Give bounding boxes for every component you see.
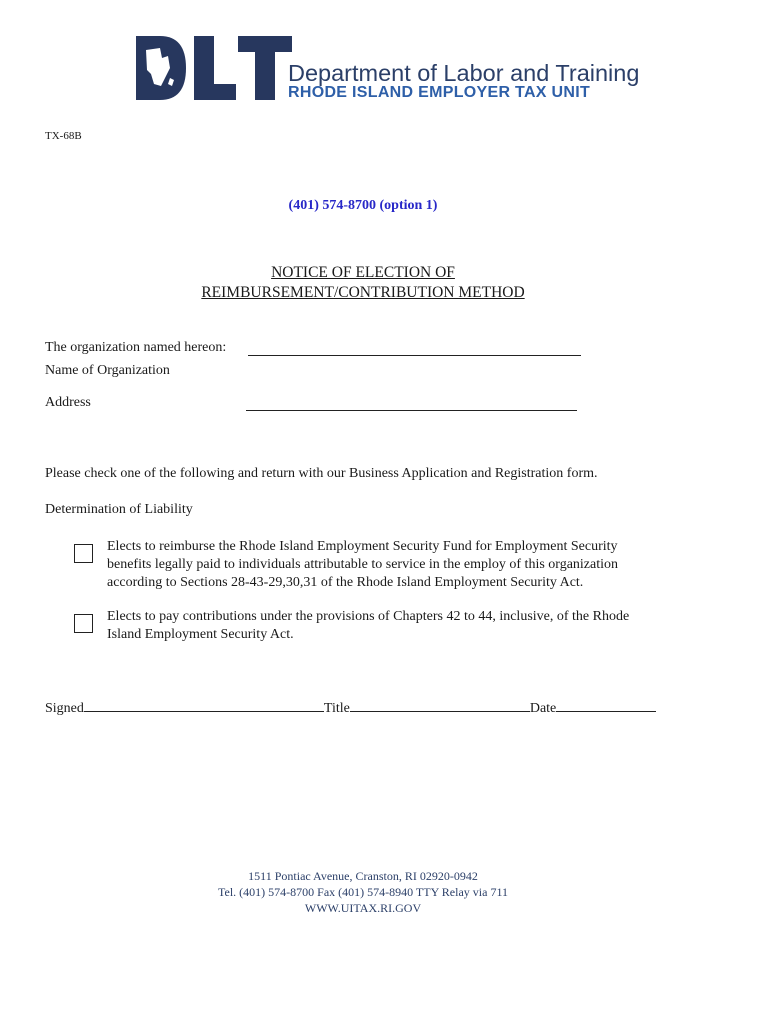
page-title-line2: REIMBURSEMENT/CONTRIBUTION METHOD (201, 284, 525, 301)
section-label: Determination of Liability (45, 502, 193, 517)
form-code: TX-68B (45, 130, 82, 142)
option-line: Island Employment Security Act. (107, 627, 294, 642)
option-line: benefits legally paid to individuals attributable to service in the employ of this organization (107, 557, 619, 572)
option-line: according to Sections 28-43-29,30,31 of the Rhode Island Employment Security Act. (107, 575, 584, 590)
contribution-option-text (107, 608, 629, 644)
organization-sublabel: Name of Organization (45, 363, 170, 378)
department-name: Department of Labor and Training (288, 60, 640, 86)
organization-label: The organization named hereon: (45, 340, 227, 355)
contribution-checkbox[interactable] (74, 614, 93, 633)
address-underline (246, 410, 577, 411)
phone-number: (401) 574-8700 (option 1) (288, 198, 438, 213)
instructions: Please check one of the following and return with our Business Application and Registration form. (45, 466, 598, 481)
footer-contact: Tel. (401) 574-8700 Fax (401) 574-8940 TTY Relay via 711 (218, 885, 508, 899)
reimbursement-checkbox[interactable] (74, 544, 93, 563)
signed-field[interactable] (84, 697, 324, 712)
option-line: Elects to pay contributions under the provisions of Chapters 42 to 44, inclusive, of the Rhode (107, 609, 630, 624)
title-label: Title (323, 701, 350, 716)
footer-website[interactable]: WWW.UITAX.RI.GOV (304, 901, 422, 915)
address-label: Address (45, 395, 91, 410)
title-field[interactable] (350, 697, 530, 712)
dlt-logo (134, 34, 644, 104)
date-label: Date (529, 701, 557, 716)
page-title-line1: NOTICE OF ELECTION OF (271, 264, 455, 281)
signed-label: Signed (45, 701, 84, 716)
footer-address: 1511 Pontiac Avenue, Cranston, RI 02920-0942 (248, 869, 478, 883)
unit-name: RHODE ISLAND EMPLOYER TAX UNIT (288, 84, 591, 101)
option-line: Elects to reimburse the Rhode Island Employment Security Fund for Employment Security (107, 539, 618, 554)
date-field[interactable] (556, 697, 656, 712)
organization-underline (248, 355, 581, 356)
signature-row (45, 697, 656, 717)
reimbursement-option-text (107, 538, 618, 592)
dlt-logo-mark (134, 34, 294, 102)
